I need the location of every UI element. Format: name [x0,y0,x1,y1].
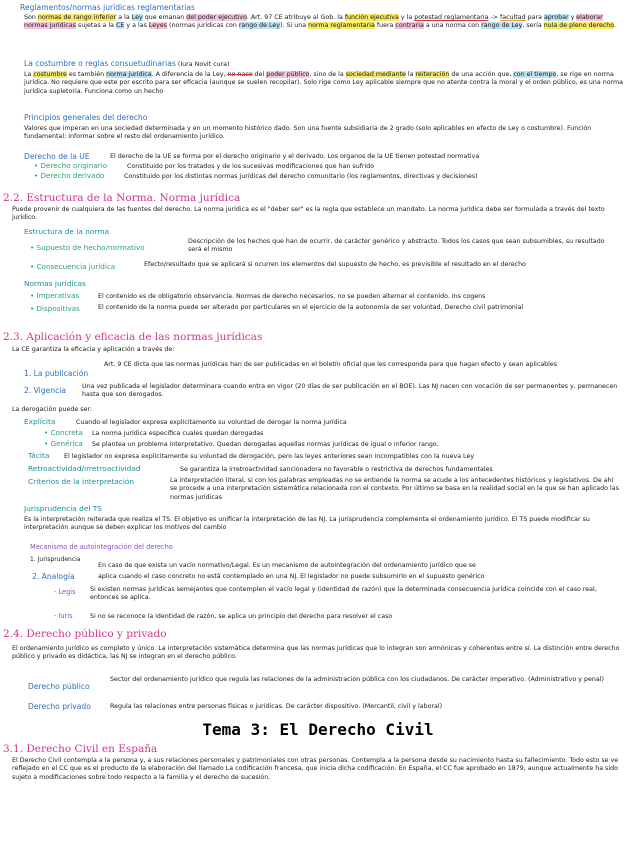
principios-paragraph: Valores que imperan en una sociedad determinada y en un momento histórico dado. Son una fuente subsidiaria de 2 grado (solo aplicables en efecto de Ley o costumbre). Función fundamental: informar sobre el resto del ordenamiento jurídico. [24,125,592,141]
legis-text: Si existen normas jurídicas semejantes que contemplen el vacío legal y (identidad de razón) que la determinada consecuencia jurídica coincide con el caso real, entonces se aplica. [90,586,597,602]
explicita-label: Explícita [24,417,56,426]
reglamentos-title: Reglamentos/normas jurídicas reglamentarias [20,3,195,12]
s23-intro: La CE garantiza la eficacia y aplicación a través de: [12,346,175,353]
analogia-label: 2. Analogía [32,572,75,581]
generica-label: • Genérica [44,439,83,448]
autointegracion-text-2: aplica cuando el caso concreto no está contemplado en una NJ. El legislador no puede subsumirlo en el supuesto genérico [98,573,485,580]
estructura-item-text: Efecto/resultado que se aplicará si ocurren los elementos del supuesto de hecho, es previsible el resultado en el derecho [144,261,526,268]
estructura-item-label: • Supuesto de hecho/normativo [30,243,145,252]
reglamentos-paragraph: Son normas de rango inferior a la Ley que emanan del poder ejecutivo. Art. 97 CE atribuye al Gob. la función ejecutiva y la potestad reglamentaria -> facultad para aprobar y elaborar normas jurídicas sujetas a la CE y a las Leyes (normas jurídicas con rango de Ley). Si una norma reglamentaria fuera contraria a una norma con rango de Ley, sería nula de pleno derecho. [24,14,617,30]
section-2-4-paragraph: El ordenamiento jurídico es completo y único. La interpretación sistemática determina que las normas jurídicas que lo integran son armónicas y coherentes entre sí. La distinción entre derecho público y privado es didáctica, las NJ se integran en el derecho público. [12,645,620,661]
tacita-label: Tácita [28,451,50,460]
normas-item-text: El contenido de la norma puede ser alterado por particulares en el ejercicio de la autonomía de ser voluntad. Derecho civil patrimonial [98,304,524,311]
autointegracion-text-1: En caso de que exista un vacío normativo/Legal. Es un mecanismo de autointegración del ordenamiento jurídico que se [98,562,476,569]
ue-item-label: • Derecho originario [34,161,108,170]
section-2-4-title: 2.4. Derecho público y privado [3,628,167,640]
vigencia-label: 2. Vigencia [24,386,67,395]
section-3-1-paragraph: El Derecho Civil contempla a la persona y, a sus relaciones personales y patrimoniales con otras personas. Contempla a la persona desde su nacimiento hasta su fallecimiento. Todo esto se ve reflejado en el CC que es el producto de la elaboración del llamado La codificación francesa, que inicia dicha codificación. En España, el CC fue aprobado en 1879, aunque actualmente ha sido sujeto a modificaciones sobre todo respecto a la familia y el derecho de sucesión. [12,757,619,781]
legis-label: - Legis [54,588,76,596]
jurisprudencia-label: Jurisprudencia del TS [24,504,102,513]
section-3-1-title: 3.1. Derecho Civil en España [3,743,158,755]
section-2-2-paragraph: Puede provenir de cualquiera de las fuentes del derecho. La norma jurídica es el "deber ser" es la regla que establece un mandato. La norma jurídica debe ser formulada a través del texto jurídico. [12,206,605,222]
costumbre-title: La costumbre o reglas consuetudinarias (Iura Novit cura) [24,59,230,68]
normas-item-label: • Dispositivas [30,304,80,313]
retroactividad-text: Se garantiza la irretroactividad sancionadora no favorable o restrictiva de derechos fundamentales [180,466,493,473]
estructura-title: Estructura de la norma [24,227,110,236]
estructura-item-label: • Consecuencia jurídica [30,262,116,271]
derecho-privado-text: Regula las relaciones entre personas físicas o jurídicas. De carácter dispositivo. (Mercantil, civil y laboral) [110,703,443,710]
derecho-publico-text: Sector del ordenamiento jurídico que regula las relaciones de la administración pública con los ciudadanos. De carácter imperativo. (Administrativo y penal) [110,676,604,683]
retroactividad-label: Retroactividad/irretroactividad [28,464,141,473]
ue-item-label: • Derecho derivado [34,171,105,180]
ue-item-text: Constituido por los distintas normas jurídicas del derecho comunitario (los reglamentos, directivas y decisiones) [124,173,478,180]
criterios-text: La interpretación literal, si con los palabras empleadas no se entiende la norma se acude a los antecedentes históricos y legislativos. De ahí se procede a una interpretación sistemática relacionada con el contexto. Por último se basa en la realidad social en la que se han aplicado las normas jurídicas [170,477,619,501]
derogacion-intro: La derogación puede ser: [12,406,92,413]
explicita-text: Cuando el legislador expresa explícitamente su voluntad de derogar la norma jurídica [76,419,347,426]
costumbre-paragraph: La costumbre es también norma jurídica. A diferencia de la Ley, no nace del poder público, sino de la sociedad mediante la reiteración de una acción que, con el tiempo, se rige en norma jurídica. No requiere que este por escrito para ser eficacia (aunque se suelen recopilar). Solo rige como Ley aplicable siempre que no atente contra la moral y el orden público, es una norma jurídica supletoria. Funciona como un hecho [24,71,624,95]
derecho-publico-label: Derecho público [28,682,90,691]
derecho-privado-label: Derecho privado [28,702,91,711]
jurisprudencia-text: Es la interpretación reiterada que realiza el TS. El objetivo es unificar la interpretación de las NJ. La jurisprudencia complementa el ordenamiento jurídico. El TS puede modificar su interpretación aunque se deben explicar los motivos del cambio [24,516,590,532]
section-2-2-title: 2.2. Estructura de la Norma. Norma jurídica [3,192,241,204]
generica-text: Se plantea un problema interpretativo. Quedan derogadas aquellas normas jurídicas de igual o inferior rango. [92,441,439,448]
concreta-label: • Concreta [44,428,83,437]
tacita-text: El legislador no expresa explícitamente su voluntad de derogación, pero las leyes anteriores sean incompatibles con la nueva Ley [64,453,475,460]
normas-title: Normas jurídicas [24,279,86,288]
vigencia-text: Una vez publicada el legislador determinara cuando entra en vigor (20 días de ser publicación en el BOE). Las NJ nacen con vocación de ser permanentes y, permanecen hasta que son derogados. [82,383,618,399]
iuris-text: Si no se reconoce la identidad de razón, se aplica un principio del derecho para resolver el caso [90,613,393,620]
jurisprudencia-item-label: 1. Jurisprudencia [30,556,81,563]
ue-title: Derecho de la UE [24,152,90,161]
iuris-label: - Iuris [54,612,73,620]
autointegracion-title: Mecanismo de autointegración del derecho [30,543,173,551]
normas-item-text: El contenido es de obligatorio observancia. Normas de derecho necesarios, no se pueden alternar el contenido. Ins cogens [98,293,486,300]
publicacion-text: Art. 9 CE dicta que las normas jurídicas han de ser publicadas en el boletín oficial que les corresponda para que hagan efecto y sean aplicables [104,361,558,368]
ue-paragraph: El derecho de la UE se forma por el derecho originario y el derivado. Los organos de la UE tienen potestad normativa [110,153,480,160]
publicacion-label: 1. La publicación [24,369,89,378]
normas-item-label: • Imperativas [30,291,80,300]
criterios-label: Criterios de la interpretación [28,477,135,486]
tema-3-title: Tema 3: El Derecho Civil [202,720,434,739]
ue-item-text: Constituido por los tratados y de los sucesivas modificaciones que han sufrido [127,163,375,170]
concreta-text: La norma jurídica específica cuales quedan derogadas [92,430,264,437]
estructura-item-text: Descripción de los hechos que han de ocurrir, de carácter genérico y abstracto. Todos los casos que sean subsumibles, su resultado será el mismo [188,238,605,254]
section-2-3-title: 2.3. Aplicación y eficacia de las normas jurídicas [3,331,263,343]
principios-title: Principios generales del derecho [24,113,148,122]
